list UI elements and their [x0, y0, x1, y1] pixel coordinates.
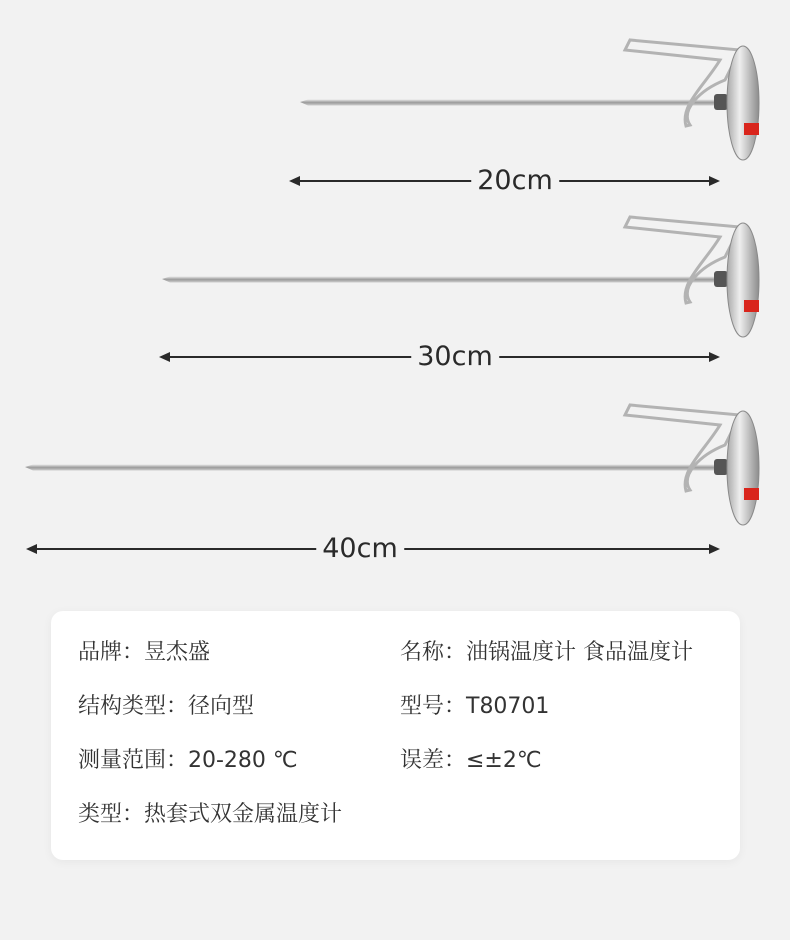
dimension-label-20cm: 20cm: [471, 166, 559, 196]
spec-error: 误差：≤±2℃: [400, 748, 542, 773]
arrow-right-icon: [709, 176, 720, 186]
dimension-label-30cm: 30cm: [411, 342, 499, 372]
thermometer-30cm: [0, 207, 790, 347]
spec-range: 测量范围：20-280 ℃: [78, 748, 298, 773]
thermometer-30cm-image: [0, 207, 790, 347]
dimension-label-40cm: 40cm: [316, 534, 404, 564]
thermometer-40cm-image: [0, 395, 790, 535]
dimension-40cm: [26, 534, 720, 564]
arrow-right-icon: [709, 352, 720, 362]
spec-brand: 品牌：昱杰盛: [78, 640, 211, 665]
thermometer-40cm: [0, 395, 790, 535]
arrow-right-icon: [709, 544, 720, 554]
dimension-20cm: [289, 166, 720, 196]
thermometer-20cm-image: [0, 30, 790, 170]
thermometer-20cm: [0, 30, 790, 170]
spec-model: 型号：T80701: [400, 694, 550, 719]
spec-card: [51, 611, 740, 860]
spec-type: 类型：热套式双金属温度计: [78, 802, 343, 827]
dimension-30cm: [159, 342, 720, 372]
spec-structure: 结构类型：径向型: [78, 694, 255, 719]
spec-name: 名称：油锅温度计 食品温度计: [400, 640, 693, 665]
